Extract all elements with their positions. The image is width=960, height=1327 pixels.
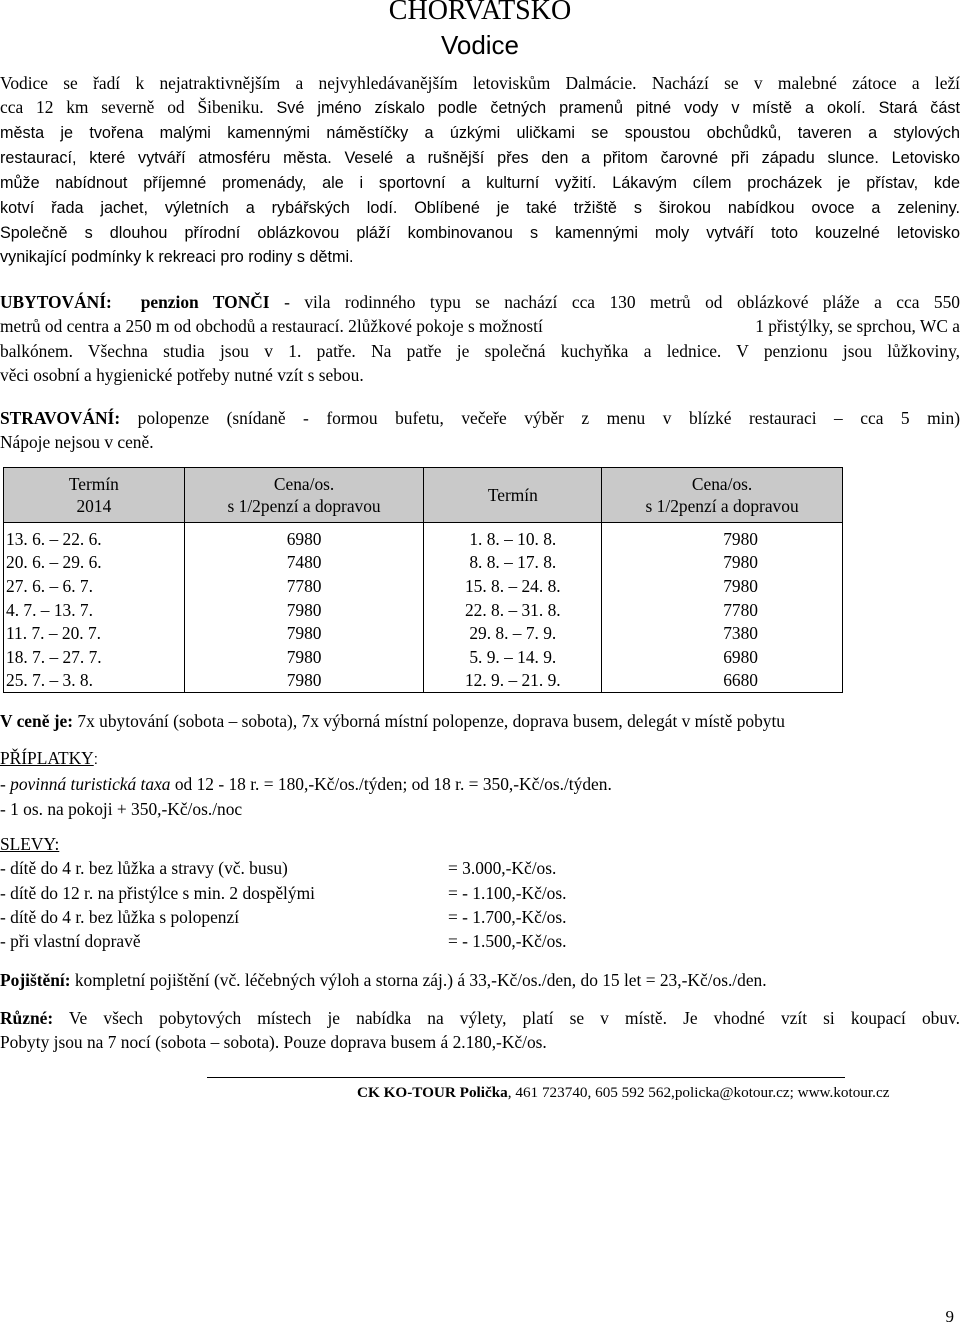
company-name: CK KO-TOUR Polička [357,1084,508,1101]
price-table [3,467,843,693]
board-label: STRAVOVÁNÍ: [0,408,121,428]
page-subtitle: Vodice [440,30,520,60]
included-section: V ceně je: 7x ubytování (sobota – sobota), 7x výborná místní polopenze, doprava busem, delegát v místě pobytu [0,711,785,731]
col-header-price: Cena/os. s 1/2penzí a dopravou [602,468,843,523]
accommodation-line: UBYTOVÁNÍ: penzion TONČI - vila rodinného typu se nachází cca 130 metrů od oblázkové pláže a cca 550 [0,292,960,312]
misc-section: Různé: Ve všech pobytových místech je nabídka na výlety, platí se v místě. Je vhodné vzít si koupací obuv. Pobyty jsou na 7 nocí (sobota – sobota). Pouze doprava busem á 2.180,-Kč/os. [0,1008,960,1053]
insurance-label: Pojištění: [0,970,71,990]
surcharge-line: - 1 os. na pokoji + 350,-Kč/os./noc [0,798,243,819]
accommodation-label: UBYTOVÁNÍ: [0,292,112,312]
table-header-row [4,468,843,523]
footer-divider [207,1077,845,1078]
discount-line: - dítě do 4 r. bez lůžka s polopenzí = - 1.700,-Kč/os. [0,906,567,927]
table-row: 11. 7. – 20. 7. 7980 29. 8. – 7. 9. 7380 [4,621,843,645]
discount-line: - při vlastní dopravě = - 1.500,-Kč/os. [0,931,567,952]
accommodation-line: metrů od centra a 250 m od obchodů a restaurací. 2lůžkové pokoje s možností 1 přistýlky, se sprchou, WC a [0,316,960,337]
surcharge-line: - povinná turistická taxa od 12 - 18 r. = 180,-Kč/os./týden; od 18 r. = 350,-Kč/os./týden. [0,774,612,795]
intro-line: cca 12 km severně od Šibeniku. Své jméno získalo podle četných pramenů pitné vody v místě a okolí. Stará část [0,97,960,118]
col-header-term: Termín 2014 [4,468,185,523]
accommodation-line: věci osobní a hygienické potřeby nutné vzít s sebou. [0,364,364,385]
col-header-term: Termín [424,468,602,523]
intro-line: kotví řada jachet, výletních a rybářských lodí. Oblíbené je také tržiště s širokou nabídkou ovoce a zeleniny. [0,199,960,218]
discount-line: - dítě do 12 r. na přistýlce s min. 2 dospělými = - 1.100,-Kč/os. [0,882,567,903]
misc-label: Různé: [0,1008,54,1028]
accommodation-section [0,290,960,387]
discounts-section [0,832,960,953]
table-row: 20. 6. – 29. 6. 7480 8. 8. – 17. 8. 7980 [4,551,843,575]
board-line: STRAVOVÁNÍ: polopenze (snídaně - formou bufetu, večeře výběr z menu v blízké restauraci – cca 5 min) [0,408,960,428]
intro-line: vynikající podmínky k rekreaci pro rodiny s dětmi. [0,248,354,267]
intro-line: města je tvořena malými kamennými náměstíčky a úzkými uličkami se spoustou obchůdků, taveren a stylových [0,123,960,142]
board-section [0,406,960,455]
hotel-name: penzion TONČI [140,292,270,312]
surcharges-section: PŘÍPLATKY: - povinná turistická taxa od 12 - 18 r. = 180,-Kč/os./týden; od 18 r. = 350,-Kč/os./týden. - 1 os. na pokoji + 350,-Kč/os./noc [0,746,960,821]
page-number: 9 [945,1307,954,1326]
accommodation-line: balkónem. Všechna studia jsou v 1. patře. Na patře je společná kuchyňka a lednice. V penzionu jsou lůžkoviny, [0,340,960,361]
intro-line: Vodice se řadí k nejatraktivnějším a nejvyhledávanějším letoviskům Dalmácie. Nachází se v malebné zátoce a leží [0,73,960,93]
discount-line: - dítě do 4 r. bez lůžka a stravy (vč. busu) = 3.000,-Kč/os. [0,858,557,879]
table-row: 4. 7. – 13. 7. 7980 22. 8. – 31. 8. 7780 [4,598,843,622]
intro-line: Společně s dlouhou přírodní oblázkovou pláží kombinovanou s kamennými moly vytváří toto kouzelné letovisko [0,223,960,242]
included-label: V ceně je: [0,711,74,731]
table-row: 18. 7. – 27. 7. 7980 5. 9. – 14. 9. 6980 [4,645,843,669]
col-header-price: Cena/os. s 1/2penzí a dopravou [184,468,424,523]
table-row: 13. 6. – 22. 6. 6980 1. 8. – 10. 8. 7980 [4,523,843,551]
table-row: 27. 6. – 6. 7. 7780 15. 8. – 24. 8. 7980 [4,574,843,598]
surcharges-label: PŘÍPLATKY [0,748,94,768]
insurance-section: Pojištění: kompletní pojištění (vč. léčebných výloh a storna záj.) á 33,-Kč/os./den, do 15 let = 23,-Kč/os./den. [0,970,767,990]
intro-paragraph [0,71,960,269]
footer-contact: CK KO-TOUR Polička, 461 723740, 605 592 562,policka@kotour.cz; www.kotour.cz [357,1084,890,1101]
intro-line: může nabídnout příjemné promenády, ale i sportovní a kulturní vyžití. Lákavým cílem procházek je přístav, kde [0,174,960,193]
discounts-label: SLEVY: [0,834,60,854]
page-title: CHORVATSKO [388,0,572,26]
intro-line: restaurací, které vytváří atmosféru města. Veselé a rušnější přes den a přitom čarovné při západu slunce. Letovisko [0,148,960,167]
board-line: Nápoje nejsou v ceně. [0,432,154,453]
table-row: 25. 7. – 3. 8. 7980 12. 9. – 21. 9. 6680 [4,669,843,693]
